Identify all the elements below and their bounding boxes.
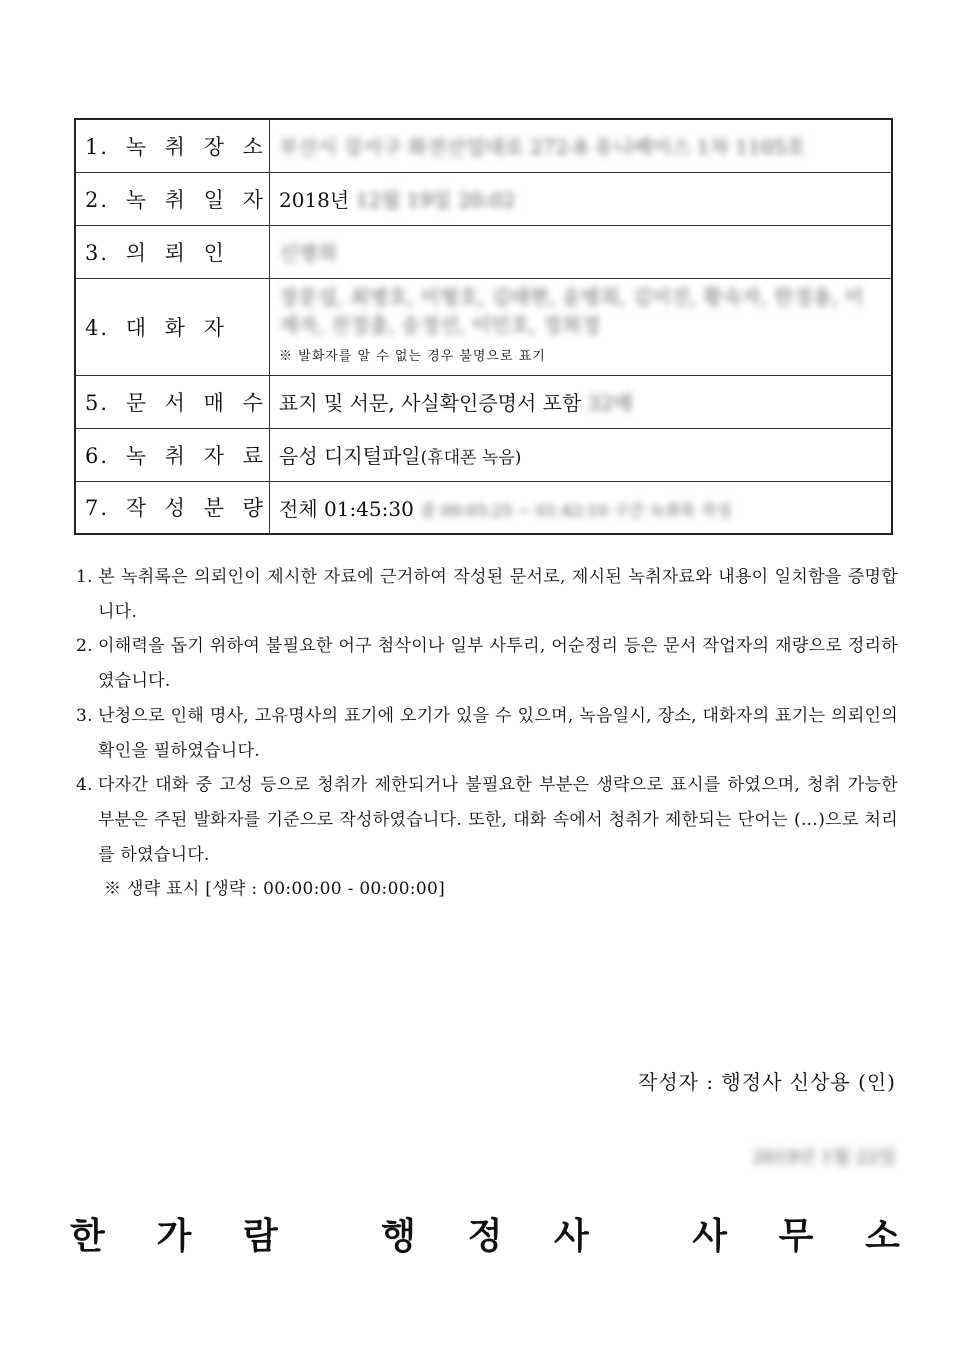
- office-char: 한: [70, 1216, 105, 1257]
- office-char: 무: [778, 1216, 814, 1257]
- table-row: [75, 481, 892, 534]
- blurred-speakers: 장문섭, 최병호, 이형호, 김태현, 윤병희, 김미진, 황숙자, 한정용, 이재자, 전정출, 송정선, 이민호, 정희정: [279, 284, 864, 337]
- blurred-client: 신병희: [279, 241, 337, 265]
- table-row: [75, 119, 892, 172]
- note-number: 4.: [76, 775, 93, 796]
- row-label-date: 2. 녹 취 일 자: [75, 172, 270, 225]
- note-text: 본 녹취록은 의뢰인이 제시한 자료에 근거하여 작성된 문서로, 제시된 녹취자료와 내용이 일치함을 증명합니다.: [98, 567, 898, 622]
- table-row: [75, 428, 892, 481]
- row-value-client: [270, 225, 893, 278]
- note-number: 2.: [76, 636, 93, 657]
- row-label-client: 3. 의 뢰 인: [75, 225, 270, 278]
- blurred-pages: 32매: [587, 391, 633, 415]
- office-name: [70, 1208, 900, 1259]
- speaker-note: ※ 발화자를 알 수 없는 경우 불명으로 표기: [279, 348, 546, 364]
- note-text: 다자간 대화 중 고성 등으로 청취가 제한되거나 불필요한 부분은 생략으로 표시를 하였으며, 청취 가능한 부분은 주된 발화자를 기준으로 작성하였습니다. 또한, 대화 속에서 청취가 제한되는 단어는 (…)으로 처리를 하였습니다.: [98, 775, 898, 865]
- notes-list: [76, 560, 898, 907]
- row-value-length: [270, 481, 893, 534]
- row-value-speakers: [270, 278, 893, 375]
- row-value-material: [270, 428, 893, 481]
- list-item: [76, 768, 898, 872]
- office-char: 소: [865, 1216, 900, 1257]
- pages-text: 표지 및 서문, 사실확인증명서 포함: [279, 391, 582, 415]
- row-label-location: 1. 녹 취 장 소: [75, 119, 270, 172]
- note-number: 3.: [76, 705, 93, 726]
- material-note: (휴대폰 녹음): [420, 448, 522, 468]
- note-number: 1.: [76, 567, 93, 587]
- row-label-pages: 5. 문 서 매 수: [75, 375, 270, 428]
- row-value-date: [270, 172, 893, 225]
- list-item: [76, 629, 898, 698]
- table-row: [75, 172, 892, 225]
- office-char: 정: [467, 1216, 503, 1257]
- row-label-length: 7. 작 성 분 량: [75, 481, 270, 534]
- document-date: 2019년 1월 22일: [752, 1147, 896, 1168]
- office-char: 사: [692, 1216, 727, 1257]
- table-row: [75, 278, 892, 375]
- length-text: 전체 01:45:30: [279, 496, 414, 521]
- date-year: 2018년: [279, 188, 350, 212]
- author-line: 작성자 : 행정사 신상용 (인): [638, 1070, 896, 1094]
- office-char: 사: [554, 1216, 589, 1257]
- office-char: 가: [156, 1216, 192, 1257]
- table-row: [75, 225, 892, 278]
- recording-info-table: [74, 118, 893, 535]
- row-value-pages: [270, 375, 893, 428]
- row-value-location: [270, 119, 893, 172]
- office-char: 행: [381, 1216, 416, 1257]
- omit-note: ※ 생략 표시 [생략 : 00:00:00 - 00:00:00]: [104, 879, 445, 900]
- blurred-date: 12월 19일 20:02: [355, 188, 516, 212]
- office-char: 람: [242, 1216, 278, 1257]
- row-label-material: 6. 녹 취 자 료: [75, 428, 270, 481]
- note-text: 이해력을 돕기 위하여 불필요한 어구 첨삭이나 일부 사투리, 어순정리 등은 문서 작업자의 재량으로 정리하였습니다.: [98, 636, 898, 692]
- row-label-speakers: 4. 대 화 자: [75, 278, 270, 375]
- note-text: 난청으로 인해 명사, 고유명사의 표기에 오기가 있을 수 있으며, 녹음일시, 장소, 대화자의 표기는 의뢰인의 확인을 필하였습니다.: [98, 705, 898, 761]
- list-item: [76, 560, 898, 629]
- material-text: 음성 디지털파일: [279, 444, 421, 468]
- list-item: [76, 699, 898, 768]
- blurred-length: 중 00:05:25 ~ 01:42:10 구간 녹취록 작성: [420, 500, 732, 520]
- table-row: [75, 375, 892, 428]
- blurred-location: 부산시 강서구 화전산업대로 272-8 유니베이스 1차 1105호: [279, 135, 806, 160]
